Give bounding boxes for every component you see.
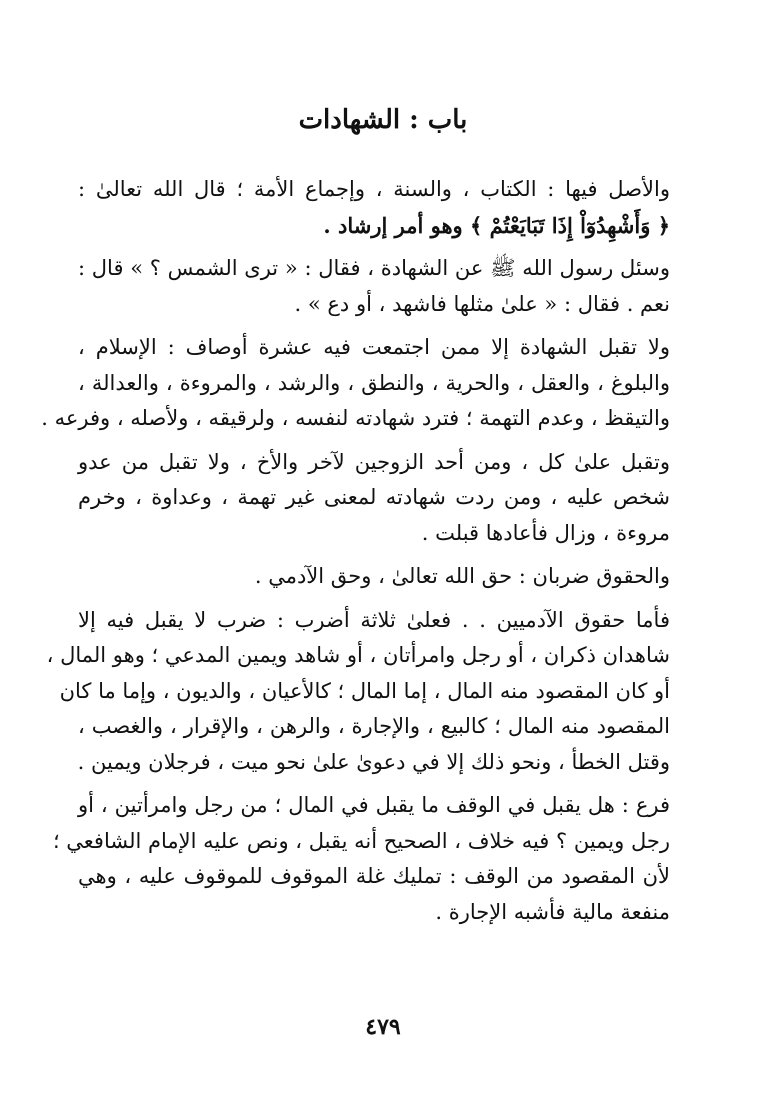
text-line: لأن المقصود من الوقف : تمليك غلة الموقوف للموقوف عليه ، وهي bbox=[78, 864, 670, 888]
body-text bbox=[41, 172, 688, 938]
text-line: ولا تقبل الشهادة إلا ممن اجتمعت فيه عشرة أوصاف : الإسلام ، bbox=[78, 335, 670, 359]
text-line: والتيقظ ، وعدم التهمة ؛ فترد شهادته لنفسه ، ولرقيقه ، ولأصله ، وفرعه . bbox=[41, 406, 670, 430]
text-line: وسئل رسول الله ﷺ عن الشهادة ، فقال : « ترى الشمس ؟ » قال : bbox=[78, 256, 670, 280]
text-line: مروءة ، وزال فأعادها قبلت . bbox=[421, 520, 670, 545]
text-line: أو كان المقصود منه المال ، إما المال ؛ كالأعيان ، والديون ، وإما ما كان bbox=[59, 678, 670, 703]
text-line: فأما حقوق الآدميين . . فعلىٰ ثلاثة أضرب : ضرب لا يقبل فيه إلا bbox=[78, 607, 670, 632]
paragraph-3 bbox=[41, 330, 688, 437]
text-line: شاهدان ذكران ، أو رجل وامرأتان ، أو شاهد ويمين المدعي ؛ وهو المال ، bbox=[46, 643, 670, 667]
paragraph-6 bbox=[46, 603, 688, 781]
text-line: ﴿ وَأَشْهِدُوٓاْ إِذَا تَبَايَعْتُمْ ﴾ وهو أمر إرشاد . bbox=[323, 212, 670, 238]
text-line: منفعة مالية فأشبه الإجارة . bbox=[435, 899, 670, 924]
text-line: نعم . فقال : « علىٰ مثلها فاشهد ، أو دع » . bbox=[294, 291, 670, 316]
page-number: ٤٧٩ bbox=[365, 1014, 401, 1040]
book-page bbox=[41, 0, 688, 1097]
paragraph-1 bbox=[78, 172, 688, 243]
text-line: المقصود منه المال ؛ كالبيع ، والإجارة ، والرهن ، والإقرار ، والغصب ، bbox=[78, 714, 670, 738]
chapter-title: باب : الشهادات bbox=[298, 105, 468, 135]
text-line: والأصل فيها : الكتاب ، والسنة ، وإجماع الأمة ؛ قال الله تعالىٰ : bbox=[78, 177, 670, 201]
text-line: شخص عليه ، ومن ردت شهادته لمعنى غير تهمة ، وعداوة ، وخرم bbox=[78, 485, 670, 509]
paragraph-4 bbox=[78, 445, 688, 552]
paragraph-7 bbox=[52, 788, 688, 930]
text-line: والبلوغ ، والعقل ، والحرية ، والنطق ، والرشد ، والمروءة ، والعدالة ، bbox=[78, 370, 670, 395]
text-line: رجل ويمين ؟ فيه خلاف ، الصحيح أنه يقبل ، ونص عليه الإمام الشافعي ؛ bbox=[52, 828, 670, 853]
paragraph-5 bbox=[78, 559, 688, 595]
text-line: والحقوق ضربان : حق الله تعالىٰ ، وحق الآدمي . bbox=[254, 564, 670, 588]
text-line: فرع : هل يقبل في الوقف ما يقبل في المال ؛ من رجل وامرأتين ، أو bbox=[78, 793, 670, 817]
paragraph-2 bbox=[78, 251, 688, 322]
text-line: وتقبل علىٰ كل ، ومن أحد الزوجين لآخر والأخ ، ولا تقبل من عدو bbox=[78, 449, 670, 474]
text-line: وقتل الخطأ ، ونحو ذلك إلا في دعوىٰ علىٰ نحو ميت ، فرجلان ويمين . bbox=[77, 749, 670, 774]
